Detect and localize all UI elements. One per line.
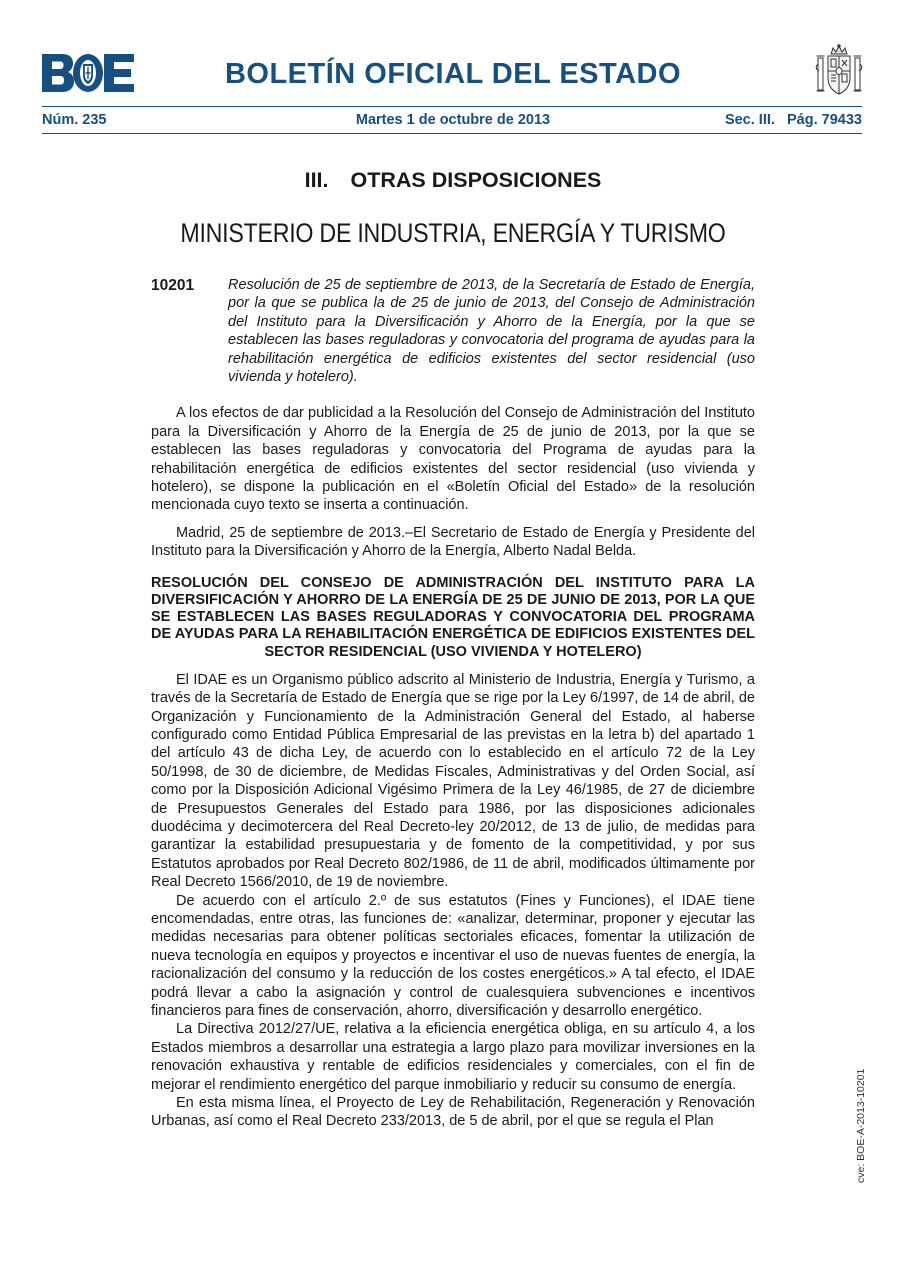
section-name: OTRAS DISPOSICIONES	[350, 168, 602, 192]
body-paragraph: El IDAE es un Organismo público adscrito al Ministerio de Industria, Energía y Turismo, a través de la Secretaría de Estado de Energía que se rige por la Ley 6/1997, de 14 de abril, de Organización y Funcionamiento de la Administración General del Estado, al haberse configurado como Entidad Pública Empresarial de las previstas en la letra b) del apartado 1 del artículo 43 de dicha Ley, de acuerdo con lo establecido en el artículo 72 de la Ley 50/1998, de 30 de diciembre, de Medidas Fiscales, Administrativas y del Orden Social, así como por la Disposición Adicional Vigésimo Primera de la Ley 46/1985, de 27 de diciembre de Presupuestos Generales del Estado para 1986, por las disposiciones adicionales duodécima y decimotercera del Real Decreto-ley 20/2012, de 13 de julio, de medidas para garantizar la estabilidad presupuestaria y de fomento de la competitividad, y por sus Estatutos aprobados por Real Decreto 802/1986, de 11 de abril, modificados últimamente por Real Decreto 1566/2010, de 19 de noviembre.	[151, 671, 755, 891]
disposition-summary: Resolución de 25 de septiembre de 2013, de la Secretaría de Estado de Energía, por la que se publica la de 25 de junio de 2013, del Consejo de Administración del Instituto para la Diversificación y Ahorro de la Energía, por la que se establecen las bases reguladoras y convocatoria del programa de ayudas para la rehabilitación energética de edificios existentes del sector residencial (uso vivienda y hotelero).	[228, 277, 755, 386]
section-number: III.	[304, 168, 329, 192]
document-body	[151, 276, 755, 1131]
issue-date: Martes 1 de octubre de 2013	[355, 112, 551, 128]
header-rule-top	[42, 106, 862, 107]
coat-of-arms-icon	[815, 44, 863, 98]
boe-logo-icon	[42, 54, 134, 92]
page-number: Pág. 79433	[787, 112, 862, 128]
body-paragraph: La Directiva 2012/27/UE, relativa a la eficiencia energética obliga, en su artículo 4, a los Estados miembros a desarrollar una estrategia a largo plazo para movilizar inversiones en la renovación exhaustiva y rentable de edificios residenciales y comerciales, con el fin de mejorar el rendimiento energético del parque inmobiliario y reducir su consumo de energía.	[151, 1021, 755, 1093]
signature-paragraph: Madrid, 25 de septiembre de 2013.–El Secretario de Estado de Energía y Presidente del Instituto para la Diversificación y Ahorro de la Energía, Alberto Nadal Belda.	[151, 524, 755, 560]
resolution-title: RESOLUCIÓN DEL CONSEJO DE ADMINISTRACIÓN DEL INSTITUTO PARA LA DIVERSIFICACIÓN Y AHORRO DE LA ENERGÍA DE 25 DE JUNIO DE 2013, POR LA QUE SE ESTABLECEN LAS BASES REGULADORAS Y CONVOCATORIA DEL PROGRAMA DE AYUDAS PARA LA REHABILITACIÓN ENERGÉTICA DE EDIFICIOS EXISTENTES DEL SECTOR RESIDENCIAL (USO VIVIENDA Y HOTELERO)	[151, 574, 755, 660]
cve-code: cve: BOE-A-2013-10201	[855, 1068, 867, 1183]
section-heading	[0, 168, 906, 193]
body-paragraph: En esta misma línea, el Proyecto de Ley de Rehabilitación, Regeneración y Renovación Urbanas, así como el Real Decreto 233/2013, de 5 de abril, por el que se regula el Plan	[151, 1095, 755, 1130]
disposition-number: 10201	[151, 277, 195, 294]
header-rule-bottom	[42, 133, 862, 134]
issue-number: Núm. 235	[42, 112, 107, 128]
journal-title: BOLETÍN OFICIAL DEL ESTADO	[224, 58, 682, 90]
disposition-entry	[151, 276, 755, 386]
intro-paragraph: A los efectos de dar publicidad a la Resolución del Consejo de Administración del Instituto para la Diversificación y Ahorro de la Energía de 25 de junio de 2013, por la que se establecen las bases reguladoras y convocatoria del Programa de ayudas para la rehabilitación energética de edificios existentes del sector residencial (uso vivienda y hotelero), se dispone la publicación en el «Boletín Oficial del Estado» de la resolución mencionada cuyo texto se inserta a continuación.	[151, 405, 755, 514]
body-paragraph: De acuerdo con el artículo 2.º de sus estatutos (Fines y Funciones), el IDAE tiene encomendadas, entre otras, las funciones de: «analizar, determinar, proponer y ejecutar las medidas necesarias para obtener políticas sectoriales eficaces, fomentar la utilización de nueva tecnología en equipos y proyectos e incentivar el uso de nuevas fuentes de energía, la racionalización del consumo y la reducción de los costes energéticos.» A tal efecto, el IDAE podrá llevar a cabo la asignación y control de cualesquiera subvenciones e incentivos financieros para fines de conservación, ahorro, diversificación y desarrollo energético.	[151, 892, 755, 1020]
ministry-heading: MINISTERIO DE INDUSTRIA, ENERGÍA Y TURISMO	[180, 218, 726, 248]
section-label: Sec. III.	[724, 112, 775, 128]
section-and-page	[725, 112, 862, 128]
